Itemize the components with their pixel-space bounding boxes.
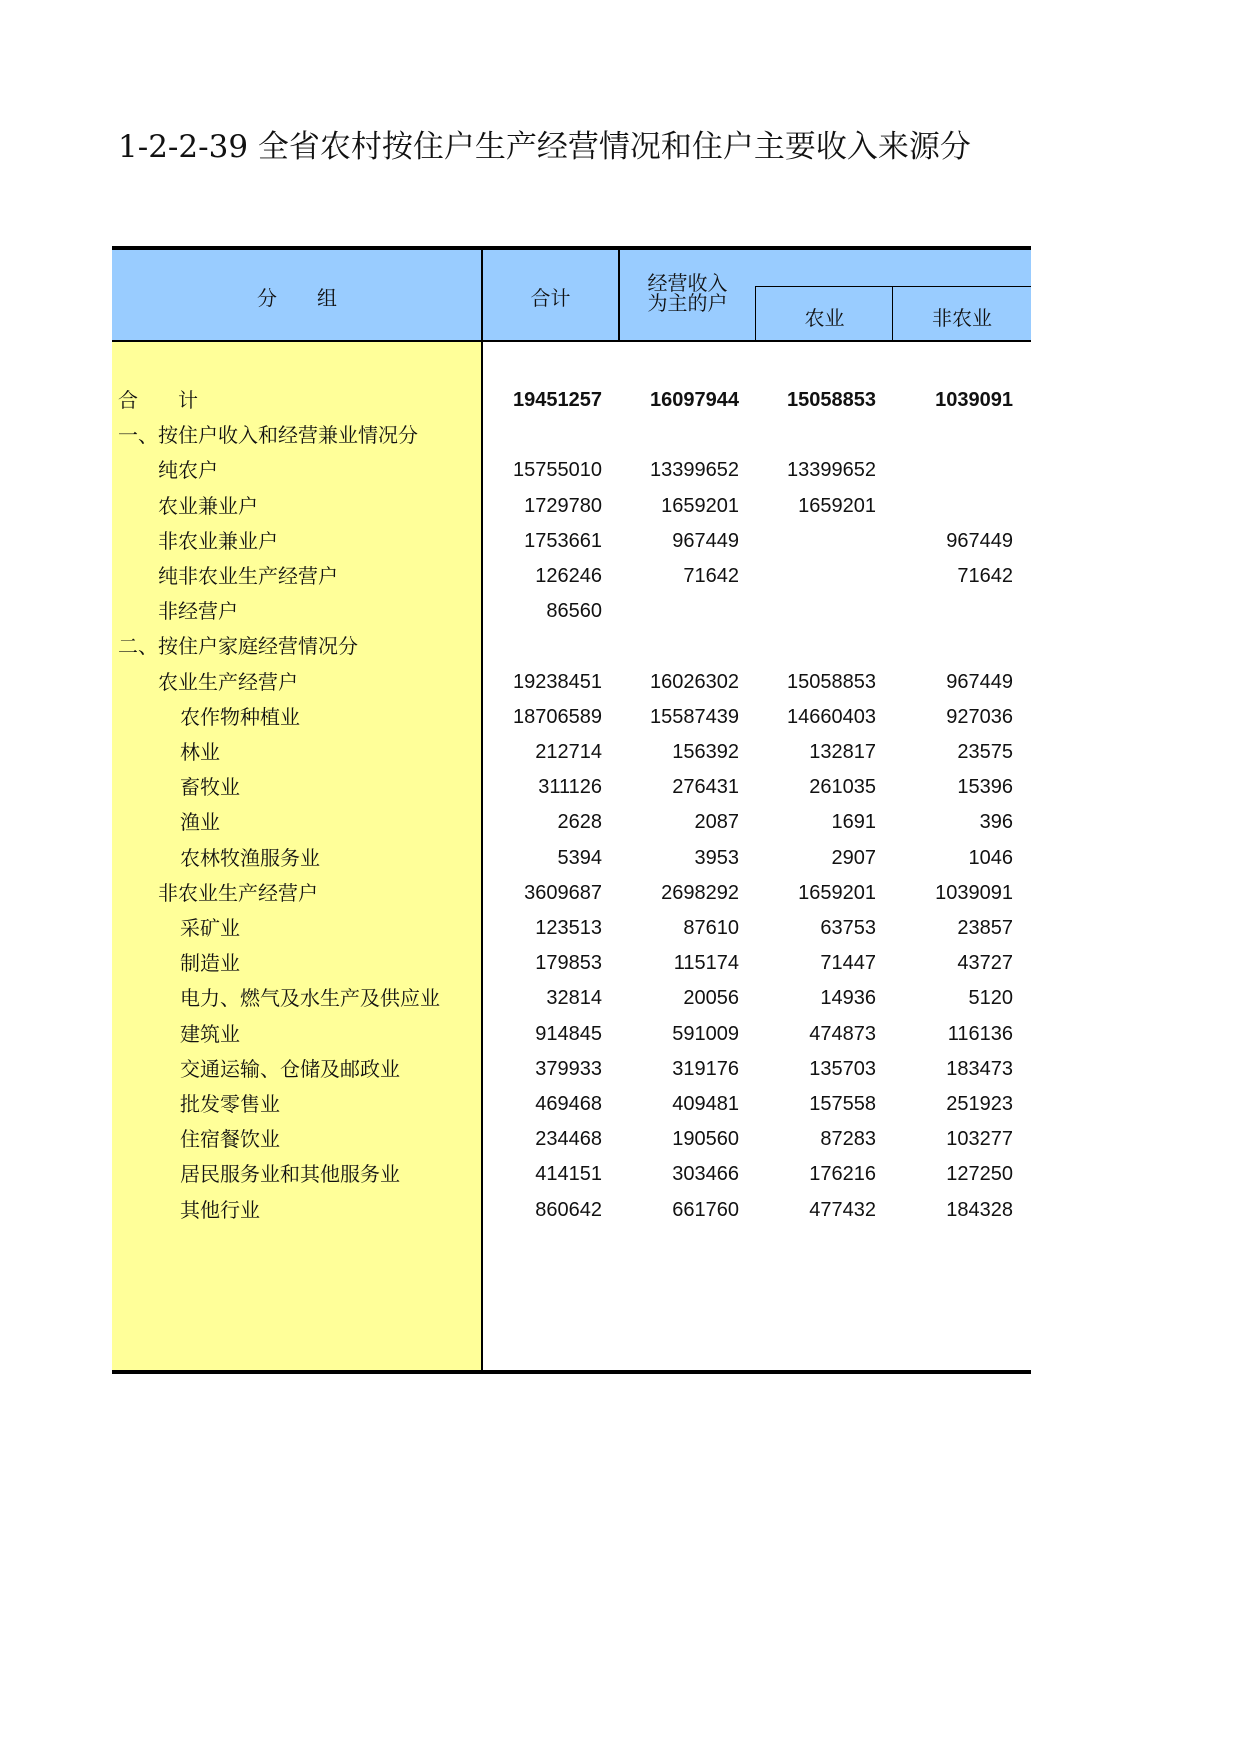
cell-total: 212714 xyxy=(535,741,602,763)
cell-agri: 2907 xyxy=(831,846,876,869)
cell-agri: 157558 xyxy=(809,1093,876,1115)
cell-nonagri: 1039091 xyxy=(935,389,1013,411)
cell-business-main: 115174 xyxy=(673,952,739,975)
row-label: 电力、燃气及水生产及供应业 xyxy=(180,986,440,1011)
cell-agri xyxy=(756,556,876,596)
cell-nonagri: 23857 xyxy=(957,917,1013,939)
header-subrule xyxy=(755,286,1031,287)
cell-nonagri: 103277 xyxy=(946,1128,1013,1151)
table-row xyxy=(112,486,1031,526)
table-row xyxy=(112,380,1031,420)
cell-total: 19451257 xyxy=(513,389,602,411)
cell-business-main: 2698292 xyxy=(661,881,739,904)
cell-business-main: 409481 xyxy=(672,1093,739,1115)
cell-nonagri: 5120 xyxy=(968,987,1013,1010)
cell-agri xyxy=(756,521,876,561)
cell-agri: 261035 xyxy=(809,776,876,799)
cell-agri: 14936 xyxy=(820,987,876,1010)
cell-agri xyxy=(756,626,876,666)
cell-business-main xyxy=(619,626,739,666)
table-row xyxy=(112,450,1031,490)
table-row xyxy=(112,873,1031,913)
cell-total: 3609687 xyxy=(524,881,602,904)
cell-agri: 71447 xyxy=(820,952,876,975)
cell-business-main: 3953 xyxy=(694,846,739,869)
cell-agri xyxy=(756,415,876,455)
cell-business-main: 71642 xyxy=(683,565,739,587)
table-row xyxy=(112,697,1031,737)
cell-agri: 14660403 xyxy=(787,705,876,728)
cell-business-main: 2087 xyxy=(694,811,739,834)
cell-nonagri: 127250 xyxy=(946,1163,1013,1186)
table-row xyxy=(112,767,1031,807)
cell-agri: 477432 xyxy=(809,1198,876,1221)
cell-nonagri: 15396 xyxy=(957,776,1013,799)
cell-business-main: 16026302 xyxy=(650,670,739,693)
cell-business-main: 661760 xyxy=(672,1198,739,1221)
cell-total: 1729780 xyxy=(524,494,602,517)
cell-total xyxy=(482,415,602,455)
cell-business-main: 1659201 xyxy=(661,494,739,517)
cell-agri: 63753 xyxy=(820,917,876,939)
cell-total: 18706589 xyxy=(513,705,602,728)
cell-business-main: 13399652 xyxy=(650,459,739,482)
row-label: 合 计 xyxy=(118,388,198,412)
cell-total: 19238451 xyxy=(513,670,602,693)
table-row xyxy=(112,802,1031,842)
cell-agri: 1659201 xyxy=(798,881,876,904)
header-group: 分 组 xyxy=(257,286,337,310)
table-row xyxy=(112,626,1031,666)
cell-total: 414151 xyxy=(535,1163,602,1186)
header-bottom-rule xyxy=(112,340,1031,342)
cell-business-main: 15587439 xyxy=(650,705,739,728)
row-label: 渔业 xyxy=(180,810,220,835)
cell-agri: 1659201 xyxy=(798,494,876,517)
cell-business-main xyxy=(619,415,739,455)
cell-total: 179853 xyxy=(535,952,602,975)
cell-business-main: 190560 xyxy=(672,1128,739,1151)
cell-nonagri: 967449 xyxy=(946,670,1013,693)
cell-total: 86560 xyxy=(546,600,602,623)
table-row xyxy=(112,521,1031,561)
cell-agri: 87283 xyxy=(820,1128,876,1151)
cell-total: 123513 xyxy=(535,917,602,939)
row-label: 非农业生产经营户 xyxy=(158,880,318,905)
data-table xyxy=(112,246,1031,1376)
cell-agri: 1691 xyxy=(831,811,876,834)
cell-total: 914845 xyxy=(535,1022,602,1045)
cell-business-main: 276431 xyxy=(672,776,739,799)
cell-business-main: 967449 xyxy=(672,529,739,552)
table-row xyxy=(112,662,1031,702)
cell-nonagri: 183473 xyxy=(946,1057,1013,1080)
header-business-main-line1: 经营收入 xyxy=(647,271,728,295)
table-row xyxy=(112,1154,1031,1194)
row-label: 林业 xyxy=(180,740,220,764)
header-divider-2 xyxy=(755,286,756,342)
table-row xyxy=(112,732,1031,772)
row-label: 制造业 xyxy=(180,951,240,976)
cell-business-main: 303466 xyxy=(672,1163,739,1186)
top-rule xyxy=(112,246,1031,250)
bottom-rule xyxy=(112,1370,1031,1374)
cell-nonagri: 927036 xyxy=(946,705,1013,728)
cell-total: 1753661 xyxy=(524,529,602,552)
table-row xyxy=(112,1190,1031,1230)
row-label: 农作物种植业 xyxy=(180,704,300,729)
cell-business-main: 20056 xyxy=(683,987,739,1010)
header-divider-3 xyxy=(892,286,893,342)
page-title: 1-2-2-39 全省农村按住户生产经营情况和住户主要收入来源分 xyxy=(118,129,971,165)
cell-agri: 13399652 xyxy=(787,459,876,482)
row-label: 畜牧业 xyxy=(180,775,240,800)
row-label: 居民服务业和其他服务业 xyxy=(180,1162,400,1187)
cell-nonagri xyxy=(893,486,1013,526)
cell-nonagri xyxy=(893,591,1013,631)
cell-total: 311126 xyxy=(538,776,602,799)
cell-total: 32814 xyxy=(546,987,602,1010)
row-label: 农业生产经营户 xyxy=(158,669,298,694)
cell-nonagri: 396 xyxy=(979,811,1013,834)
cell-total: 15755010 xyxy=(513,459,602,482)
cell-nonagri: 967449 xyxy=(946,529,1013,552)
table-row xyxy=(112,978,1031,1018)
row-label: 纯农户 xyxy=(158,458,218,483)
cell-nonagri: 71642 xyxy=(957,565,1013,587)
row-label: 其他行业 xyxy=(180,1197,260,1222)
cell-nonagri xyxy=(893,415,1013,455)
cell-business-main xyxy=(619,591,739,631)
table-row xyxy=(112,1084,1031,1124)
cell-total: 469468 xyxy=(535,1093,602,1115)
cell-agri: 474873 xyxy=(809,1022,876,1045)
cell-total: 379933 xyxy=(535,1057,602,1080)
cell-nonagri: 43727 xyxy=(957,952,1013,975)
row-label: 批发零售业 xyxy=(180,1092,280,1116)
table-row xyxy=(112,591,1031,631)
cell-nonagri: 23575 xyxy=(957,741,1013,763)
cell-nonagri: 1046 xyxy=(968,846,1013,869)
cell-agri: 15058853 xyxy=(787,389,876,411)
cell-business-main: 591009 xyxy=(672,1022,739,1045)
row-label: 一、按住户收入和经营兼业情况分 xyxy=(118,423,418,448)
table-row xyxy=(112,556,1031,596)
row-label: 农林牧渔服务业 xyxy=(180,845,320,870)
cell-agri: 176216 xyxy=(809,1163,876,1186)
row-label: 采矿业 xyxy=(180,916,240,940)
table-row xyxy=(112,943,1031,983)
cell-agri xyxy=(756,591,876,631)
cell-agri: 135703 xyxy=(809,1057,876,1080)
table-row xyxy=(112,1119,1031,1159)
table-row xyxy=(112,1014,1031,1054)
cell-nonagri: 116136 xyxy=(947,1022,1013,1045)
cell-nonagri xyxy=(893,450,1013,490)
cell-total: 234468 xyxy=(535,1128,602,1151)
cell-business-main: 87610 xyxy=(683,917,739,939)
cell-nonagri xyxy=(893,626,1013,666)
cell-nonagri: 184328 xyxy=(946,1198,1013,1221)
header-nonagri: 非农业 xyxy=(932,306,992,330)
header-agri: 农业 xyxy=(804,306,845,330)
header-divider-1 xyxy=(618,246,620,342)
cell-total: 860642 xyxy=(535,1198,602,1221)
row-label: 二、按住户家庭经营情况分 xyxy=(118,634,358,659)
row-label: 住宿餐饮业 xyxy=(180,1127,280,1152)
row-label: 交通运输、仓储及邮政业 xyxy=(180,1056,400,1081)
cell-nonagri: 251923 xyxy=(946,1093,1013,1115)
row-label: 非经营户 xyxy=(158,599,238,624)
row-label: 非农业兼业户 xyxy=(158,528,278,553)
table-row xyxy=(112,838,1031,878)
header-total: 合计 xyxy=(530,286,571,310)
row-label: 农业兼业户 xyxy=(158,493,258,518)
header-business-main-line2: 为主的户 xyxy=(647,291,728,315)
cell-business-main: 319176 xyxy=(672,1057,739,1080)
cell-business-main: 16097944 xyxy=(650,389,739,411)
cell-total: 5394 xyxy=(557,846,602,869)
cell-nonagri: 1039091 xyxy=(935,881,1013,904)
cell-total xyxy=(482,626,602,666)
table-row xyxy=(112,415,1031,455)
row-label: 建筑业 xyxy=(180,1021,240,1046)
cell-total: 126246 xyxy=(535,565,602,587)
cell-agri: 132817 xyxy=(809,741,876,763)
cell-business-main: 156392 xyxy=(672,741,739,763)
table-row xyxy=(112,1049,1031,1089)
cell-total: 2628 xyxy=(557,811,602,834)
cell-agri: 15058853 xyxy=(787,670,876,693)
row-label: 纯非农业生产经营户 xyxy=(158,564,338,588)
table-row xyxy=(112,908,1031,948)
